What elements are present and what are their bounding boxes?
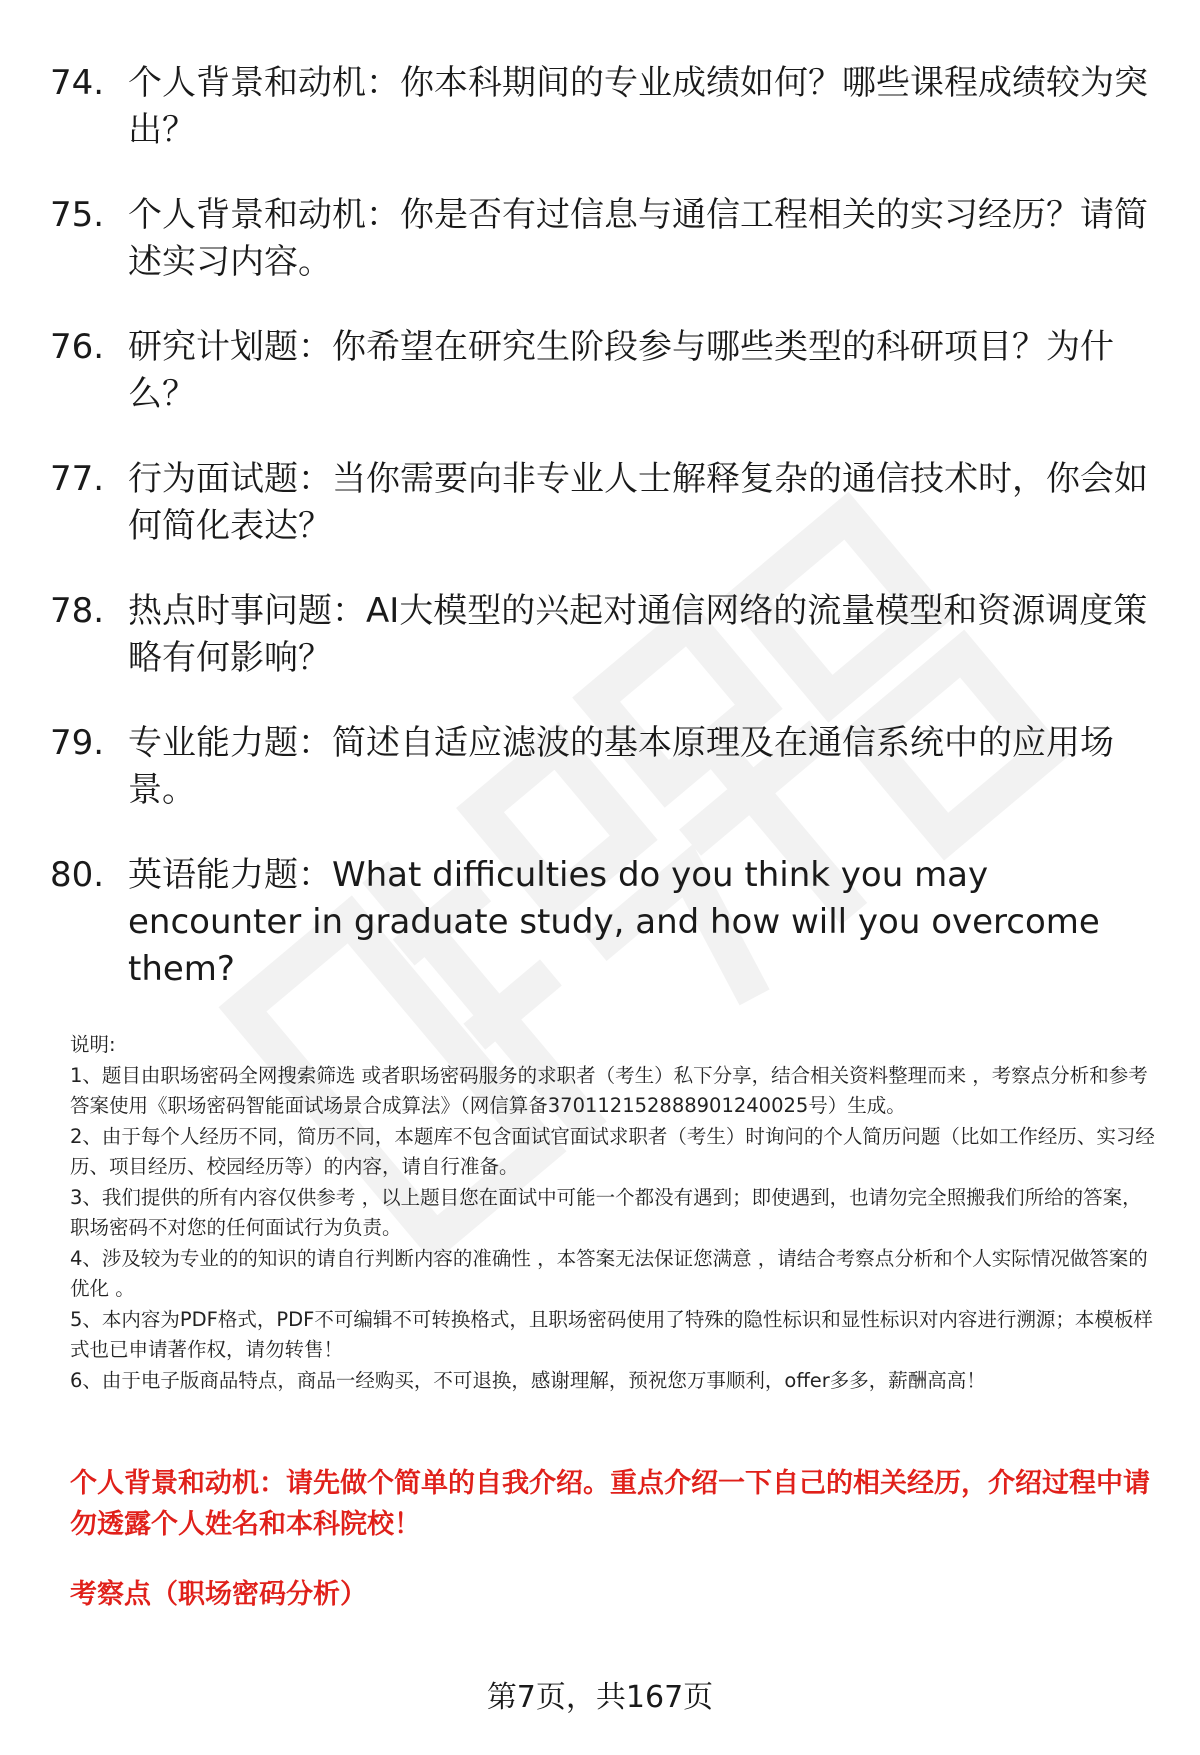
highlight-question: 个人背景和动机：请先做个简单的自我介绍。重点介绍一下自己的相关经历，介绍过程中请勿透露个人姓名和本科院校！ — [70, 1468, 1150, 1540]
question-text: 行为面试题：当你需要向非专业人士解释复杂的通信技术时，你会如何简化表达？ — [128, 459, 1148, 546]
question-item — [50, 192, 1160, 286]
note-item: 3、我们提供的所有内容仅供参考 ，以上题目您在面试中可能一个都没有遇到；即使遇到，也请勿完全照搬我们所给的答案，职场密码不对您的任何面试行为负责。 — [70, 1185, 1142, 1239]
note-item: 5、本内容为PDF格式，PDF不可编辑不可转换格式，且职场密码使用了特殊的隐性标识和显性标识对内容进行溯源；本模板样式也已申请著作权，请勿转售！ — [70, 1307, 1153, 1361]
question-item — [50, 456, 1160, 550]
question-number: 74. — [50, 63, 105, 103]
question-list — [50, 60, 1160, 1031]
question-item — [50, 324, 1160, 418]
question-item — [50, 720, 1160, 814]
page-number: 第7页，共167页 — [486, 1680, 714, 1715]
question-text: 研究计划题：你希望在研究生阶段参与哪些类型的科研项目？为什么？ — [128, 327, 1114, 414]
notes-section — [70, 1030, 1160, 1396]
question-text: 专业能力题：简述自适应滤波的基本原理及在通信系统中的应用场景。 — [128, 723, 1114, 810]
question-text: 热点时事问题：AI大模型的兴起对通信网络的流量模型和资源调度策略有何影响？ — [128, 591, 1148, 678]
question-number: 75. — [50, 195, 105, 235]
question-number: 80. — [50, 855, 105, 895]
note-item: 6、由于电子版商品特点，商品一经购买，不可退换，感谢理解，预祝您万事顺利，offer多多，薪酬高高！ — [70, 1368, 986, 1392]
question-item — [50, 852, 1160, 993]
note-item: 1、题目由职场密码全网搜索筛选 或者职场密码服务的求职者（考生）私下分享，结合相关资料整理而来 ，考察点分析和参考答案使用《职场密码智能面试场景合成算法》（网信算备370112152888901240025号）生成。 — [70, 1063, 1148, 1117]
question-number: 78. — [50, 591, 105, 631]
question-text: 英语能力题：What difficulties do you think you may encounter in graduate study, and how will you overcome them? — [128, 855, 1100, 989]
question-item — [50, 60, 1160, 154]
question-text: 个人背景和动机：你是否有过信息与通信工程相关的实习经历？请简述实习内容。 — [128, 195, 1148, 282]
question-number: 77. — [50, 459, 105, 499]
question-number: 79. — [50, 723, 105, 763]
analysis-heading: 考察点（职场密码分析） — [70, 1579, 367, 1610]
note-item: 4、涉及较为专业的的知识的请自行判断内容的准确性 ，本答案无法保证您满意 ，请结合考察点分析和个人实际情况做答案的优化 。 — [70, 1246, 1148, 1300]
question-item — [50, 588, 1160, 682]
notes-heading: 说明: — [70, 1033, 116, 1056]
note-item: 2、由于每个人经历不同，简历不同，本题库不包含面试官面试求职者（考生）时询问的个人简历问题（比如工作经历、实习经历、项目经历、校园经历等）的内容，请自行准备。 — [70, 1124, 1155, 1178]
question-number: 76. — [50, 327, 105, 367]
question-text: 个人背景和动机：你本科期间的专业成绩如何？哪些课程成绩较为突出？ — [128, 63, 1148, 150]
